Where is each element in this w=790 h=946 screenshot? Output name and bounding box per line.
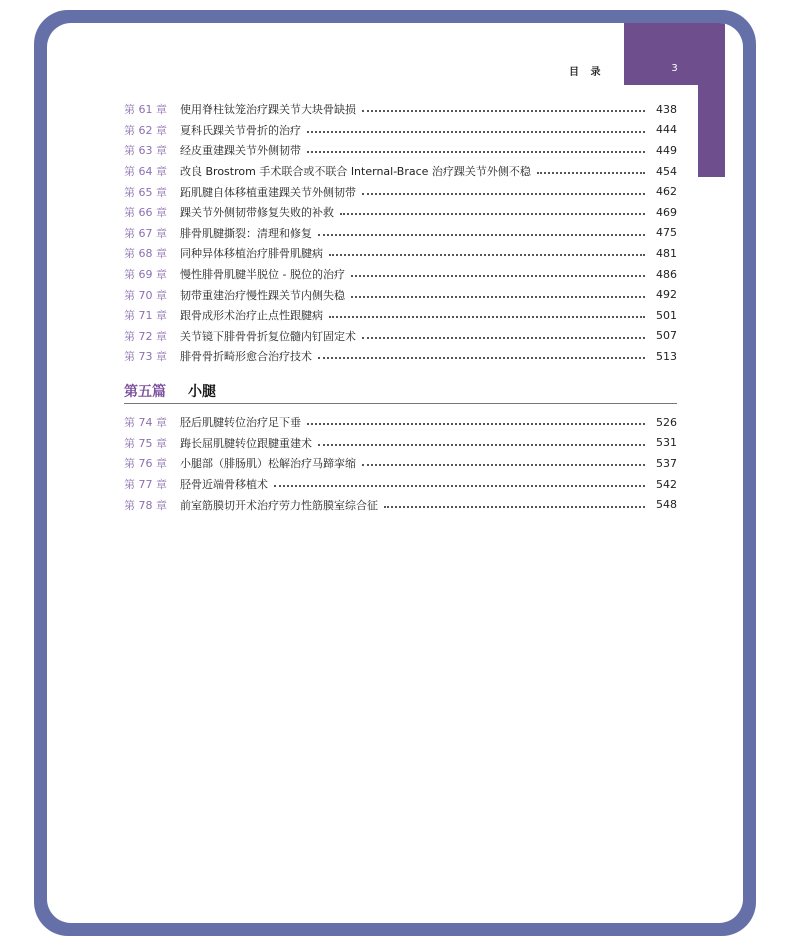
chapter-page: 537	[656, 456, 677, 470]
chapter-number: 第 62 章	[124, 123, 167, 137]
dot-leader	[307, 131, 645, 133]
chapter-title: 韧带重建治疗慢性踝关节内侧失稳	[180, 288, 345, 302]
chapter-page: 507	[656, 329, 677, 343]
toc-entry[interactable]	[124, 202, 677, 223]
chapter-number: 第 69 章	[124, 268, 167, 282]
dot-leader	[329, 316, 645, 318]
toc-entry[interactable]	[124, 120, 677, 141]
chapter-number: 第 63 章	[124, 144, 167, 158]
dot-leader	[274, 485, 645, 487]
chapter-number: 第 74 章	[124, 416, 167, 430]
dot-leader	[351, 275, 645, 277]
chapter-page: 486	[656, 267, 677, 281]
dot-leader	[537, 172, 645, 174]
chapter-title: 经皮重建踝关节外侧韧带	[180, 144, 301, 158]
chapter-title: 跖肌腱自体移植重建踝关节外侧韧带	[180, 185, 356, 199]
dot-leader	[362, 464, 645, 466]
chapter-number: 第 77 章	[124, 478, 167, 492]
chapter-list-b	[124, 412, 677, 515]
chapter-title: 踇长屈肌腱转位跟腱重建术	[180, 436, 312, 450]
chapter-title: 跟骨成形术治疗止点性跟腱病	[180, 309, 323, 323]
toc-entry[interactable]	[124, 223, 677, 244]
chapter-title: 夏科氏踝关节骨折的治疗	[180, 123, 301, 137]
chapter-number: 第 70 章	[124, 288, 167, 302]
page-number: 3	[671, 63, 678, 74]
chapter-number: 第 78 章	[124, 498, 167, 512]
dot-leader	[307, 151, 645, 153]
chapter-title: 胫骨近端骨移植术	[180, 478, 268, 492]
chapter-title: 改良 Brostrom 手术联合或不联合 Internal-Brace 治疗踝关节外侧不稳	[180, 165, 531, 179]
page-paper	[47, 23, 743, 923]
toc-entry[interactable]	[124, 264, 677, 285]
chapter-title: 慢性腓骨肌腱半脱位 - 脱位的治疗	[180, 268, 345, 282]
chapter-page: 513	[656, 349, 677, 363]
dot-leader	[318, 444, 645, 446]
dot-leader	[362, 337, 645, 339]
chapter-number: 第 66 章	[124, 206, 167, 220]
chapter-title: 腓骨骨折畸形愈合治疗技术	[180, 350, 312, 364]
dot-leader	[318, 357, 645, 359]
chapter-number: 第 73 章	[124, 350, 167, 364]
header-tab	[624, 23, 725, 85]
toc-entry[interactable]	[124, 284, 677, 305]
part-number: 第五篇	[124, 384, 166, 400]
chapter-title: 踝关节外侧韧带修复失败的补救	[180, 206, 334, 220]
chapter-number: 第 64 章	[124, 165, 167, 179]
dot-leader	[362, 110, 645, 112]
chapter-page: 438	[656, 102, 677, 116]
chapter-page: 481	[656, 246, 677, 260]
toc-entry[interactable]	[124, 140, 677, 161]
dot-leader	[362, 193, 645, 195]
chapter-title: 小腿部（腓肠肌）松解治疗马蹄挛缩	[180, 457, 356, 471]
chapter-page: 444	[656, 123, 677, 137]
dot-leader	[307, 423, 645, 425]
toc-entry[interactable]	[124, 305, 677, 326]
chapter-number: 第 76 章	[124, 457, 167, 471]
chapter-page: 542	[656, 477, 677, 491]
dot-leader	[384, 506, 645, 508]
toc-entry[interactable]	[124, 433, 677, 454]
dot-leader	[318, 234, 645, 236]
chapter-page: 469	[656, 205, 677, 219]
header-label: 目 录	[569, 67, 605, 78]
toc-entry[interactable]	[124, 412, 677, 433]
chapter-title: 使用脊柱钛笼治疗踝关节大块骨缺损	[180, 103, 356, 117]
toc-entry[interactable]	[124, 161, 677, 182]
chapter-page: 526	[656, 415, 677, 429]
toc-entry[interactable]	[124, 243, 677, 264]
chapter-number: 第 61 章	[124, 103, 167, 117]
chapter-page: 501	[656, 308, 677, 322]
chapter-number: 第 68 章	[124, 247, 167, 261]
chapter-number: 第 65 章	[124, 185, 167, 199]
header-tab-extension	[698, 85, 725, 177]
chapter-number: 第 71 章	[124, 309, 167, 323]
chapter-page: 449	[656, 143, 677, 157]
chapter-title: 腓骨肌腱撕裂：清理和修复	[180, 226, 312, 240]
dot-leader	[340, 213, 645, 215]
toc-entry[interactable]	[124, 99, 677, 120]
chapter-number: 第 67 章	[124, 226, 167, 240]
chapter-title: 前室筋膜切开术治疗劳力性筋膜室综合征	[180, 498, 378, 512]
chapter-page: 454	[656, 164, 677, 178]
toc-entry[interactable]	[124, 346, 677, 367]
toc-entry[interactable]	[124, 326, 677, 347]
chapter-page: 475	[656, 226, 677, 240]
chapter-title: 同种异体移植治疗腓骨肌腱病	[180, 247, 323, 261]
toc-entry[interactable]	[124, 181, 677, 202]
chapter-page: 492	[656, 288, 677, 302]
chapter-page: 462	[656, 185, 677, 199]
part-heading	[124, 377, 677, 404]
part-title: 小腿	[188, 384, 216, 400]
chapter-list-a	[124, 99, 677, 367]
toc-entry[interactable]	[124, 494, 677, 515]
dot-leader	[351, 296, 645, 298]
chapter-number: 第 75 章	[124, 436, 167, 450]
chapter-number: 第 72 章	[124, 329, 167, 343]
toc-entry[interactable]	[124, 453, 677, 474]
chapter-page: 531	[656, 436, 677, 450]
chapter-title: 关节镜下腓骨骨折复位髓内钉固定术	[180, 329, 356, 343]
chapter-page: 548	[656, 498, 677, 512]
chapter-title: 胫后肌腱转位治疗足下垂	[180, 416, 301, 430]
toc-entry[interactable]	[124, 474, 677, 495]
dot-leader	[329, 254, 645, 256]
